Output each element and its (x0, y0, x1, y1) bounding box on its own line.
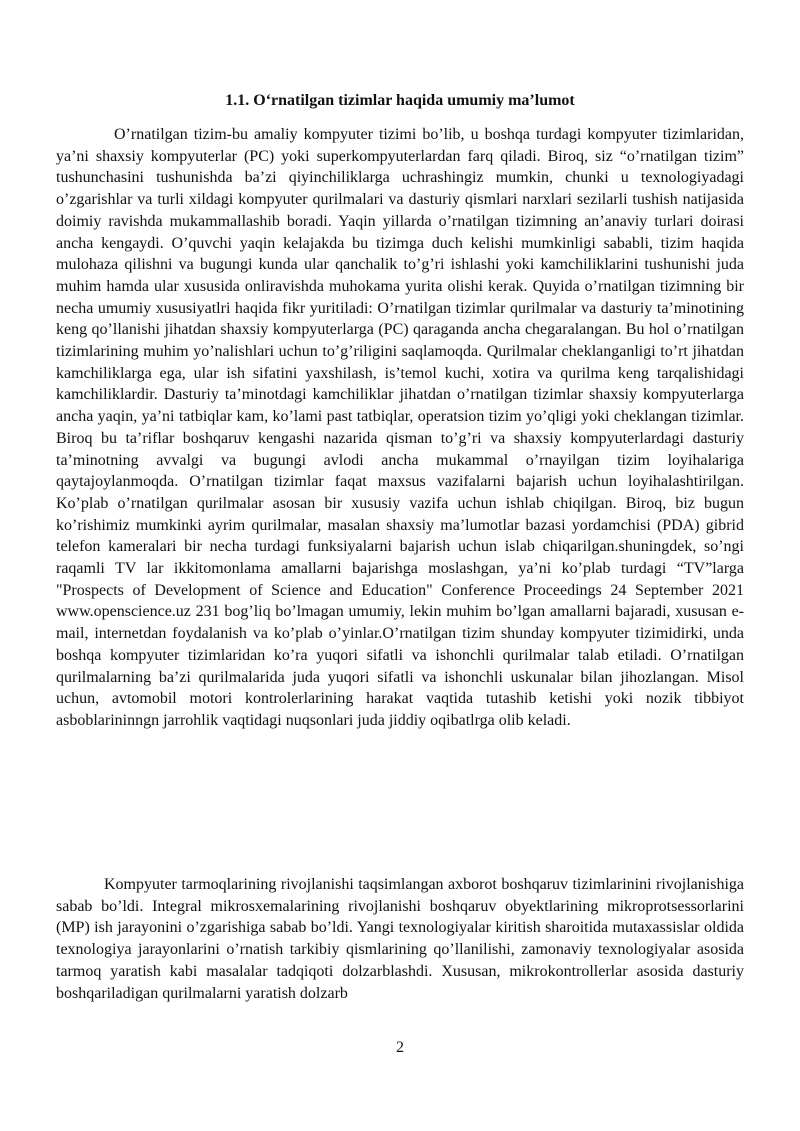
body-paragraph-2: Kompyuter tarmoqlarining rivojlanishi taqsimlangan axborot boshqaruv tizimlarinini rivojlanishiga sabab bo’ldi. Integral mikrosxemalarining rivojlanishi boshqaruv obyektlarining mikroprotsessorlarini (MP) ish jarayonini o’zgarishiga sabab bo’ldi. Yangi texnologiyalar kiritish sharoitida mutaxassislar oldida texnologiya jarayonlarini o’rnatish tarkibiy qismlarining qo’llanilishi, zamonaviy texnologiyalar asosida tarmoq yaratish kabi masalalar tadqiqoti dolzarblashdi. Xususan, mikrokontrollerlar asosida dasturiy boshqariladigan qurilmalarni yaratish dolzarb (56, 876, 744, 1002)
section-title: 1.1. O‘rnatilgan tizimlar haqida umumiy ma’lumot (225, 92, 575, 109)
page-number: 2 (396, 1039, 404, 1056)
body-paragraph-1: O’rnatilgan tizim-bu amaliy kompyuter tizimi bo’lib, u boshqa turdagi kompyuter tizimlaridan, ya’ni shaxsiy kompyuterlar (PC) yoki superkompyuterlardan farq qiladi. Biroq, siz “o’rnatilgan tizim” tushunchasini tushunishda ba’zi qiyinchiliklarga uchrashingiz mumkin, chunki u texnologiyadagi o’zgarishlar va turli xildagi kompyuter qurilmalari va dasturiy qismlari narxlari sezilarli tushish natijasida doimiy ravishda mukammallashib boradi. Yaqin yillarda o’rnatilgan tizimning an’anaviy turlari doirasi ancha kengaydi. O’quvchi yaqin kelajakda bu tizimga duch kelishi mumkinligi sababli, tizim haqida mulohaza qilishni va bugungi kunda ular qanchalik to’g’ri ishlashi yoki kamchiliklarini tushunishi juda muhim hamda ular xususida onliravishda muhokama yurita olishi kerak. Quyida o’rnatilgan tizimning bir necha umumiy xususiyatlri haqida fikr yuritiladi: O’rnatilgan tizimlar qurilmalar va dasturiy ta’minotining keng qo’llanishi jihatdan shaxsiy kompyuterlarga (PC) qaraganda ancha chegaralangan. Bu hol o’rnatilgan tizimlarining muhim yo’nalishlari uchun to’g’riligini saqlamoqda. Qurilmalar cheklanganligi to’rt jihatdan kamchiliklarga ega, ular ish sifatini yaxshilash, is’temol kuchi, xotira va qurilma keng tarqalishidagi kamchiliklardir. Dasturiy ta’minotdagi kamchiliklar jihatdan o’rnatilgan tizimlar shaxsiy kompyuterlarga ancha yaqin, ya’ni tatbiqlar kam, ko’lami past tatbiqlar, operatsion tizim yo’qligi yoki cheklangan tizimlar. Biroq bu ta’riflar boshqaruv kengashi nazarida qisman to’g’ri va shaxsiy kompyuterlardagi dasturiy ta’minotning avvalgi va bugungi avlodi ancha mukammal o’rnayilgan tizim loyihalariga qaytajoylanmoqda. O’rnatilgan tizimlar faqat maxsus vazifalarni bajarish uchun loyihalashtirilgan. Ko’plab o’rnatilgan qurilmalar asosan bir xususiy vazifa uchun ishlab chiqilgan. Biroq, biz bugun ko’rishimiz mumkinki ayrim qurilmalar, masalan shaxsiy ma’lumotlar bazasi yordamchisi (PDA) gibrid telefon kameralari bir necha turdagi funksiyalarni bajarish uchun islab chiqarilgan.shuningdek, so’ngi raqamli TV lar ikkitomonlama amallarni bajarishga moslashgan, ya’ni ko’plab turdagi “TV”larga "Prospects of Development of Science and Education" Conference Proceedings 24 September 2021 www.openscience.uz 231 bog’liq bo’lmagan umumiy, lekin muhim bo’lgan amallarni bajaradi, xususan e-mail, internetdan foydalanish va ko’plab o’yinlar.O’rnatilgan tizim shunday kompyuter tizimidirki, unda boshqa kompyuter tizimlaridan ko’ra yuqori sifatli va ishonchli qurilmalar talab etiladi. O’rnatilgan qurilmalarning ba’zi qurilmalarida juda yuqori sifatli va ishonchli uskunalar bilan jihozlangan. Misol uchun, avtomobil motori kontrolerlarining harakat vaqtida tutashib ketishi yoki nozik tibbiyot asboblarininngn jarrohlik vaqtidagi nuqsonlari juda jiddiy oqibatlrga olib keladi. (56, 126, 744, 729)
